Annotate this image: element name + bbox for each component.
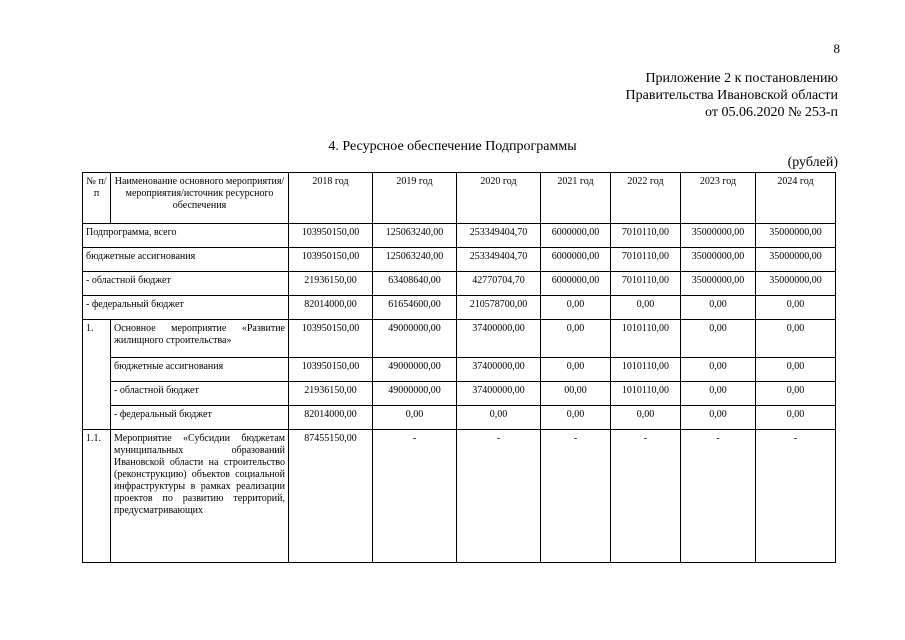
header-name: Наименование основного мероприятия/мероприятия/источник ресурсного обеспечения xyxy=(111,173,289,224)
row-value: - xyxy=(373,430,457,563)
row-value: 0,00 xyxy=(611,406,681,430)
row-value: 0,00 xyxy=(681,320,756,358)
row-value: 42770704,70 xyxy=(457,272,541,296)
row-value: 82014000,00 xyxy=(289,406,373,430)
header-year: 2023 год xyxy=(681,173,756,224)
header-year: 2018 год xyxy=(289,173,373,224)
appendix-line-1: Приложение 2 к постановлению xyxy=(645,71,838,86)
row-value: 35000000,00 xyxy=(756,248,836,272)
row-num: 1.1. xyxy=(83,430,111,563)
row-value: 1010110,00 xyxy=(611,358,681,382)
row-value: 253349404,70 xyxy=(457,224,541,248)
table-row xyxy=(83,406,836,430)
section-title: 4. Ресурсное обеспечение Подпрограммы xyxy=(328,139,577,154)
appendix-line-3: от 05.06.2020 № 253-п xyxy=(705,105,838,120)
row-value: 0,00 xyxy=(681,296,756,320)
row-value: 82014000,00 xyxy=(289,296,373,320)
header-year: 2020 год xyxy=(457,173,541,224)
table-row xyxy=(83,358,836,382)
row-value: 87455150,00 xyxy=(289,430,373,563)
appendix-line-2: Правительства Ивановской области xyxy=(625,88,838,103)
row-value: - xyxy=(681,430,756,563)
row-value: 0,00 xyxy=(457,406,541,430)
row-value: 7010110,00 xyxy=(611,224,681,248)
row-value: 35000000,00 xyxy=(756,272,836,296)
row-value: 0,00 xyxy=(756,382,836,406)
row-num: 1. xyxy=(83,320,111,430)
row-value: - xyxy=(756,430,836,563)
row-value: 37400000,00 xyxy=(457,358,541,382)
appendix-header xyxy=(480,70,838,121)
page-number: 8 xyxy=(833,41,840,56)
row-value: 37400000,00 xyxy=(457,320,541,358)
row-value: - xyxy=(541,430,611,563)
row-name: - федеральный бюджет xyxy=(83,296,289,320)
table-row xyxy=(83,320,836,358)
row-value: 49000000,00 xyxy=(373,358,457,382)
row-value: 125063240,00 xyxy=(373,248,457,272)
row-value: 7010110,00 xyxy=(611,272,681,296)
header-year: 2021 год xyxy=(541,173,611,224)
row-name: бюджетные ассигнования xyxy=(83,248,289,272)
row-value: 0,00 xyxy=(611,296,681,320)
row-value: 0,00 xyxy=(373,406,457,430)
row-value: 0,00 xyxy=(756,320,836,358)
row-name: Подпрограмма, всего xyxy=(83,224,289,248)
row-name: бюджетные ассигнования xyxy=(111,358,289,382)
row-value: 0,00 xyxy=(681,406,756,430)
row-value: 35000000,00 xyxy=(756,224,836,248)
row-value: 0,00 xyxy=(681,358,756,382)
row-value: 7010110,00 xyxy=(611,248,681,272)
row-value: 253349404,70 xyxy=(457,248,541,272)
table-row xyxy=(83,224,836,248)
row-name: - областной бюджет xyxy=(83,272,289,296)
table-header-row xyxy=(83,173,836,224)
row-name: - федеральный бюджет xyxy=(111,406,289,430)
table-row xyxy=(83,382,836,406)
row-value: 0,00 xyxy=(756,296,836,320)
header-num: № п/п xyxy=(83,173,111,224)
table-row xyxy=(83,272,836,296)
row-value: 1010110,00 xyxy=(611,382,681,406)
row-value: 21936150,00 xyxy=(289,272,373,296)
table-row xyxy=(83,296,836,320)
row-value: 210578700,00 xyxy=(457,296,541,320)
row-value: 0,00 xyxy=(541,406,611,430)
row-value: 1010110,00 xyxy=(611,320,681,358)
row-value: 0,00 xyxy=(541,296,611,320)
table-row xyxy=(83,430,836,563)
row-value: 37400000,00 xyxy=(457,382,541,406)
row-name: - областной бюджет xyxy=(111,382,289,406)
table-row xyxy=(83,248,836,272)
row-value: 103950150,00 xyxy=(289,358,373,382)
header-year: 2022 год xyxy=(611,173,681,224)
row-name: Мероприятие «Субсидии бюджетам муниципальных образований Ивановской области на строительство (реконструкцию) объектов социальной инфраструктуры в рамках реализации проектов по развитию территорий, предусматривающих xyxy=(111,430,289,563)
row-value: 0,00 xyxy=(756,358,836,382)
row-name: Основное мероприятие «Развитие жилищного строительства» xyxy=(111,320,289,358)
row-value: 61654600,00 xyxy=(373,296,457,320)
header-year: 2019 год xyxy=(373,173,457,224)
row-value: 21936150,00 xyxy=(289,382,373,406)
row-value: 35000000,00 xyxy=(681,272,756,296)
units-label: (рублей) xyxy=(787,155,838,170)
row-value: 49000000,00 xyxy=(373,320,457,358)
row-value: 49000000,00 xyxy=(373,382,457,406)
row-value: - xyxy=(457,430,541,563)
row-value: 103950150,00 xyxy=(289,320,373,358)
row-value: 0,00 xyxy=(541,320,611,358)
row-value: 6000000,00 xyxy=(541,224,611,248)
row-value: 125063240,00 xyxy=(373,224,457,248)
row-value: 35000000,00 xyxy=(681,224,756,248)
row-value: 35000000,00 xyxy=(681,248,756,272)
row-value: 0,00 xyxy=(756,406,836,430)
row-value: 103950150,00 xyxy=(289,224,373,248)
header-year: 2024 год xyxy=(756,173,836,224)
row-value: 6000000,00 xyxy=(541,272,611,296)
row-value: - xyxy=(611,430,681,563)
row-value: 0,00 xyxy=(681,382,756,406)
row-value: 103950150,00 xyxy=(289,248,373,272)
row-value: 63408640,00 xyxy=(373,272,457,296)
row-value: 0,00 xyxy=(541,358,611,382)
resource-table xyxy=(82,172,836,563)
row-value: 00,00 xyxy=(541,382,611,406)
row-value: 6000000,00 xyxy=(541,248,611,272)
